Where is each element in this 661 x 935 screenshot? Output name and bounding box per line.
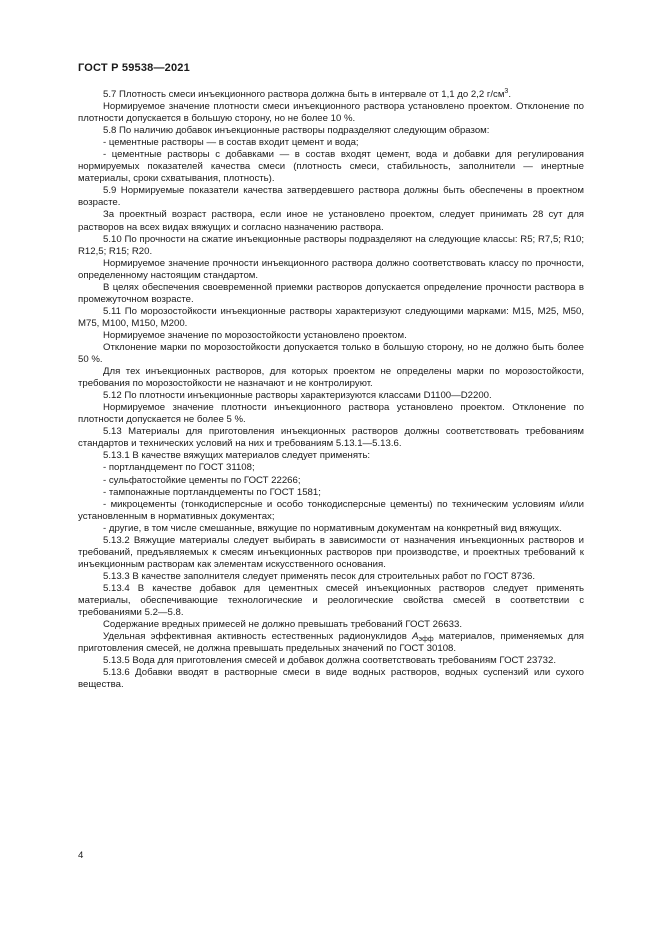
paragraph: 5.13 Материалы для приготовления инъекционных растворов должны соответствовать требованиям стандартов и технических условий на них и требованиям 5.13.1—5.13.6. [78,426,584,450]
paragraph: 5.8 По наличию добавок инъекционные растворы подразделяют следующим образом: [103,125,490,137]
paragraph: 5.13.3 В качестве заполнителя следует применять песок для строительных работ по ГОСТ 8736. [103,570,536,582]
list-item: - цементные растворы — в состав входит цемент и вода; [103,137,359,149]
paragraph: Содержание вредных примесей не должно превышать требований ГОСТ 26633. [103,619,462,631]
document-header: ГОСТ Р 59538—2021 [78,62,190,74]
paragraph: 5.13.2 Вяжущие материалы следует выбирать в зависимости от назначения инъекционных растворов и требований, предъявляемых к смесям инъекционных растворов при производстве, и проектных требований к инъекционным растворам как элементам искусственного основания. [78,534,584,570]
page-number: 4 [78,850,84,861]
list-item: - другие, в том числе смешанные, вяжущие по нормативным документам на конкретный вид вяжущих. [103,522,562,534]
paragraph: 5.9 Нормируемые показатели качества затвердевшего раствора должны быть обеспечены в проектном возрасте. [78,185,584,209]
list-item: - сульфатостойкие цементы по ГОСТ 22266; [103,474,301,486]
paragraph: 5.7 Плотность смеси инъекционного раствора должна быть в интервале от 1,1 до 2,2 $г/см^3$. [103,88,511,100]
paragraph: Нормируемое значение по морозостойкости установлено проектом. [103,329,407,341]
paragraph: 5.10 По прочности на сжатие инъекционные растворы подразделяют на следующие классы: R5; R7,5; R10; R12,5; R15; R20. [78,233,584,257]
paragraph: В целях обеспечения своевременной приемки растворов допускается определение прочности раствора в промежуточном возрасте. [78,281,584,305]
document-body [78,89,584,691]
paragraph: 5.11 По морозостойкости инъекционные растворы характеризуют следующими марками: M15, M25, M50, M75, M100, M150, M200. [78,305,584,329]
paragraph: Для тех инъекционных растворов, для которых проектом не определены марки по морозостойкости, требования по морозостойкости не назначают и не контролируют. [78,366,584,390]
paragraph: Нормируемое значение плотности смеси инъекционного раствора установлено проектом. Отклонение по плотности допускается в большую сторону, но не более 10 %. [78,101,584,125]
list-item: - портландцемент по ГОСТ 31108; [103,462,255,474]
list-item: - тампонажные портландцементы по ГОСТ 1581; [103,486,321,498]
paragraph: 5.12 По плотности инъекционные растворы характеризуются классами D1100—D2200. [103,390,492,402]
paragraph: 5.13.6 Добавки вводят в растворные смеси в виде водных растворов, водных суспензий или сухого вещества. [78,667,584,691]
paragraph: Нормируемое значение плотности инъекционного раствора установлено проектом. Отклонение по плотности допускается не более 5 %. [78,402,584,426]
paragraph: 5.13.1 В качестве вяжущих материалов следует применять: [103,450,371,462]
paragraph: Нормируемое значение прочности инъекционного раствора должно соответствовать классу по прочности, определенному настоящим стандартом. [78,257,584,281]
paragraph: Отклонение марки по морозостойкости допускается только в большую сторону, но не должно быть более 50 %. [78,341,584,366]
paragraph: Удельная эффективная активность естественных радионуклидов $A_{эфф}$ материалов, применяемых для приготовления смесей, не должна превышать предельных значений по ГОСТ 30108. [78,631,584,655]
paragraph: 5.13.5 Вода для приготовления смесей и добавок должна соответствовать требованиям ГОСТ 23732. [103,655,557,667]
paragraph: За проектный возраст раствора, если иное не установлено проектом, следует принимать 28 сут для растворов на всех видах вяжущих и согласно назначению раствора. [78,209,584,233]
list-item: - микроцементы (тонкодисперсные и особо тонкодисперсные цементы) по техническим условиям и/или установленным в нормативных документах; [78,498,584,522]
list-item: - цементные растворы с добавками — в состав входят цемент, вода и добавки для регулирования нормируемых показателей качества смеси (плотность смеси, стабильность, заполнители — инертные материалы, сроки схватывания, плотность). [78,149,584,185]
paragraph: 5.13.4 В качестве добавок для цементных смесей инъекционных растворов следует применять материалы, обеспечивающие технологические и реологические свойства смесей в соответствии с требованиями 5.2—5.8. [78,582,584,619]
